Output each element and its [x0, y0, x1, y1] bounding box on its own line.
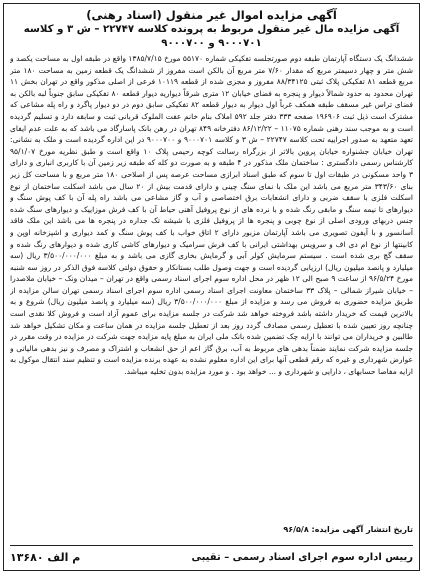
- auction-notice: [3, 3, 420, 571]
- signature: رییس اداره سوم اجرای اسناد رسمی – تقیبی: [191, 552, 413, 563]
- notice-subtitle: آگهی مزایده مال غیر منقول مربوط به پرونده کلاسه ۲۲۷۴۷ – ش ۳ و کلاسه ۹۰۰۰۷۰۱ و ۹۰۰۰۷۰۰: [23, 24, 400, 49]
- reference-code: م الف ۱۳۶۸۰: [10, 551, 81, 564]
- notice-footer: [10, 545, 413, 564]
- notice-body: ششدانگ یک دستگاه آپارتمان طبقه دوم صورتجلسه تفکیکی شماره ۵۵۱۷۰ مورخ ۱۳۸۵/۷/۱۵ واقع در طبقه اول به مساحت یکصد و شش متر و چهار دسیمتر مربع که مقدار ۷/۶۰ متر مربع آن بالکن است مفروز از ششدانگ یک قطعه زمین به مساحت ۱۸۰ متر مربع قطعه ۸۱ تفکیکی پلاک ثبتی ۸۸/۳۴۱۲۵ مفروز و مجزی شده از قطعه ۱۰۱۱۹ فرعی از اصلی مذکور واقع در تهران بخش ۱۱ تهران محدود به حدود شمالاً دیوار و پنجره به فضای خیابان ۱۲ متری شرقاً دیواریه دیوار قطعه ۸۰ تفکیکی سابق جنوباً لبه بالکن به فضای تراس غیر مسقف طبقه همکف غرباً اول دیوار به دیوار قطعه ۸۲ تفکیکی سابق دوم در دو دیوار پاگرد و راه پله مشاعی که مشترک است ذیل ثبت ۱۹۶۹۰۶ صفحه ۳۳۳ دفتر جلد ۵۹۲ املاک بنام خانم عفت الملوک قربانی ثبت و سابقه دارد و تسلیم گردیده است و به موجب سند رهنی شماره ۱۱۰۷۵ – ۸۶/۱۲/۲۲ دفترخانه ۸۴۹ تهران در رهن بانک پاسارگاد می باشد که به علت عدم ایفای تعهد متعهد به صدور اجراییه تحت کلاسه ۲۲۷۴۷ – ش ۳ و کلاسه ۹۰۰۰۷۰۱ و ۹۰۰۰۷۰۰ در این اداره گردیده است و ملک به نشانی: تهران خیابان جشنواره خیابان پروین بالاتر از بزرگراه رسالت کوچه رحیمی پلاک ۱۰ واقع است و طبق نظریه مورخ ۹۵/۱/۰۷ کارشناس رسمی دادگستری : ساختمان ملک مذکور در ۴ طبقه و به صورت دو کله که طبقه زیر زمین آن با کاربری انباری و دارای ۳ واحد مسکونی در طبقات اول تا سوم که طبق اسناد ابرازی مساحت عرصه پس از اصلاحی ۱۸۰ متر مربع و با مساحت کل زیر بنای ۳۴۳/۶۰ متر مربع می باشد این ملک با نمای سنگ چینی و دارای قدمت بیش از ۲۰ سال می باشد اسکلت ساختمان از نوع اسکلت فلزی با سقف ضربی و دارای انشعابات برق اختصاصی و آب و گاز مشاعی می باشد راه پله آن با کف پوش سنگ و دیوارهای تا نیمه سنگ و مابقی رنگ شده و با نرده های از نوع پروفیل آهنی حیاط آن با کف فرش موزاییک و دیوارهای سنگ شده جنس دربهای ورودی اصلی از نوع چوبی و پنجره ها از پروفیل فلزی با شیشه تک جداره در پنجره ها می باشد این ملک فاقد آسانسور و با آیفون تصویری می باشد آپارتمان مزبور دارای ۲ اتاق خواب با کف پوش سنگ و کمد دیواری و اشپزخانه اوپن و کابینتها از نوع ام دی اف و سرویس بهداشتی ایرانی با کف فرش سرامیک و دیوارهای کاشی کاری شده و دیوارهای رنگ شده و سقف گچ بری شده است . سیستم سرمایش کولر آبی و گرمایش بخاری گازی می باشد و به مبلغ ۳/۵۰۰/۰۰۰/۰۰۰ ریال (سه میلیارد و پانصد میلیون ریال) ارزیابی گردیده است و جهت وصول طلب بستانکار و حقوق دولتی کلاسه فوق الذکر در روز سه شنبه مورخ ۹۶/۵/۲۴ از ساعت ۹ صبح الی ۱۲ ظهر در محل اداره سوم اجرای اسناد رسمی واقع در تهران – میدان ونک – خیابان ملاصدرا – خیابان شیراز شمالی – پلاک ۳۳ ساختمان معاونت اجرای اسناد رسمی اداره سوم اجرای اسناد رسمی تهران سالن مزایده از طریق مزایده حضوری به فروش می رسد و مزایده از مبلغ ۳/۵۰۰/۰۰۰/۰۰۰ ریال (سه میلیارد و پانصد میلیون ریال) شروع و به بالاترین قیمت که خریدار داشته باشد فروخته خواهد شد شرکت در جلسه مزایده برای عموم آزاد است و فروش کلا نقدی است چنانچه روز تعیین شده با تعطیل رسمی مصادف گردد روز بعد از تعطیل جلسه مزایده در همان ساعت و مکان تشکیل خواهد شد طالبین و خریداران می توانند با ارایه چک تضمین شده بانک ملی ایران به مبلغ پایه مزایده جهت شرکت در مزایده در وقت مقرر در جلسه مزایده شرکت نمایند ضمناً بدهی های مربوط به آب، برق گاز اعم از حق انشعاب و اشتراک و مصرف و نیز بدهی مالیاتی و عوارض شهرداری و غیره که رقم قطعی آنها برای این اداره معلوم نشده به عهده برنده مزایده است و تنظیم سند انتقال موکول به ارایه مفاصا حسابهای ، دارایی و شهرداری و ... خواهد بود . و مورد مزایده بدون تخلیه میباشد.: [10, 54, 413, 377]
- publication-date: تاریخ انتشار آگهی مزایده: ۹۶/۵/۸: [283, 525, 413, 534]
- notice-title: آگهی مزایده اموال غیر منقول (اسناد رهنی): [86, 8, 337, 22]
